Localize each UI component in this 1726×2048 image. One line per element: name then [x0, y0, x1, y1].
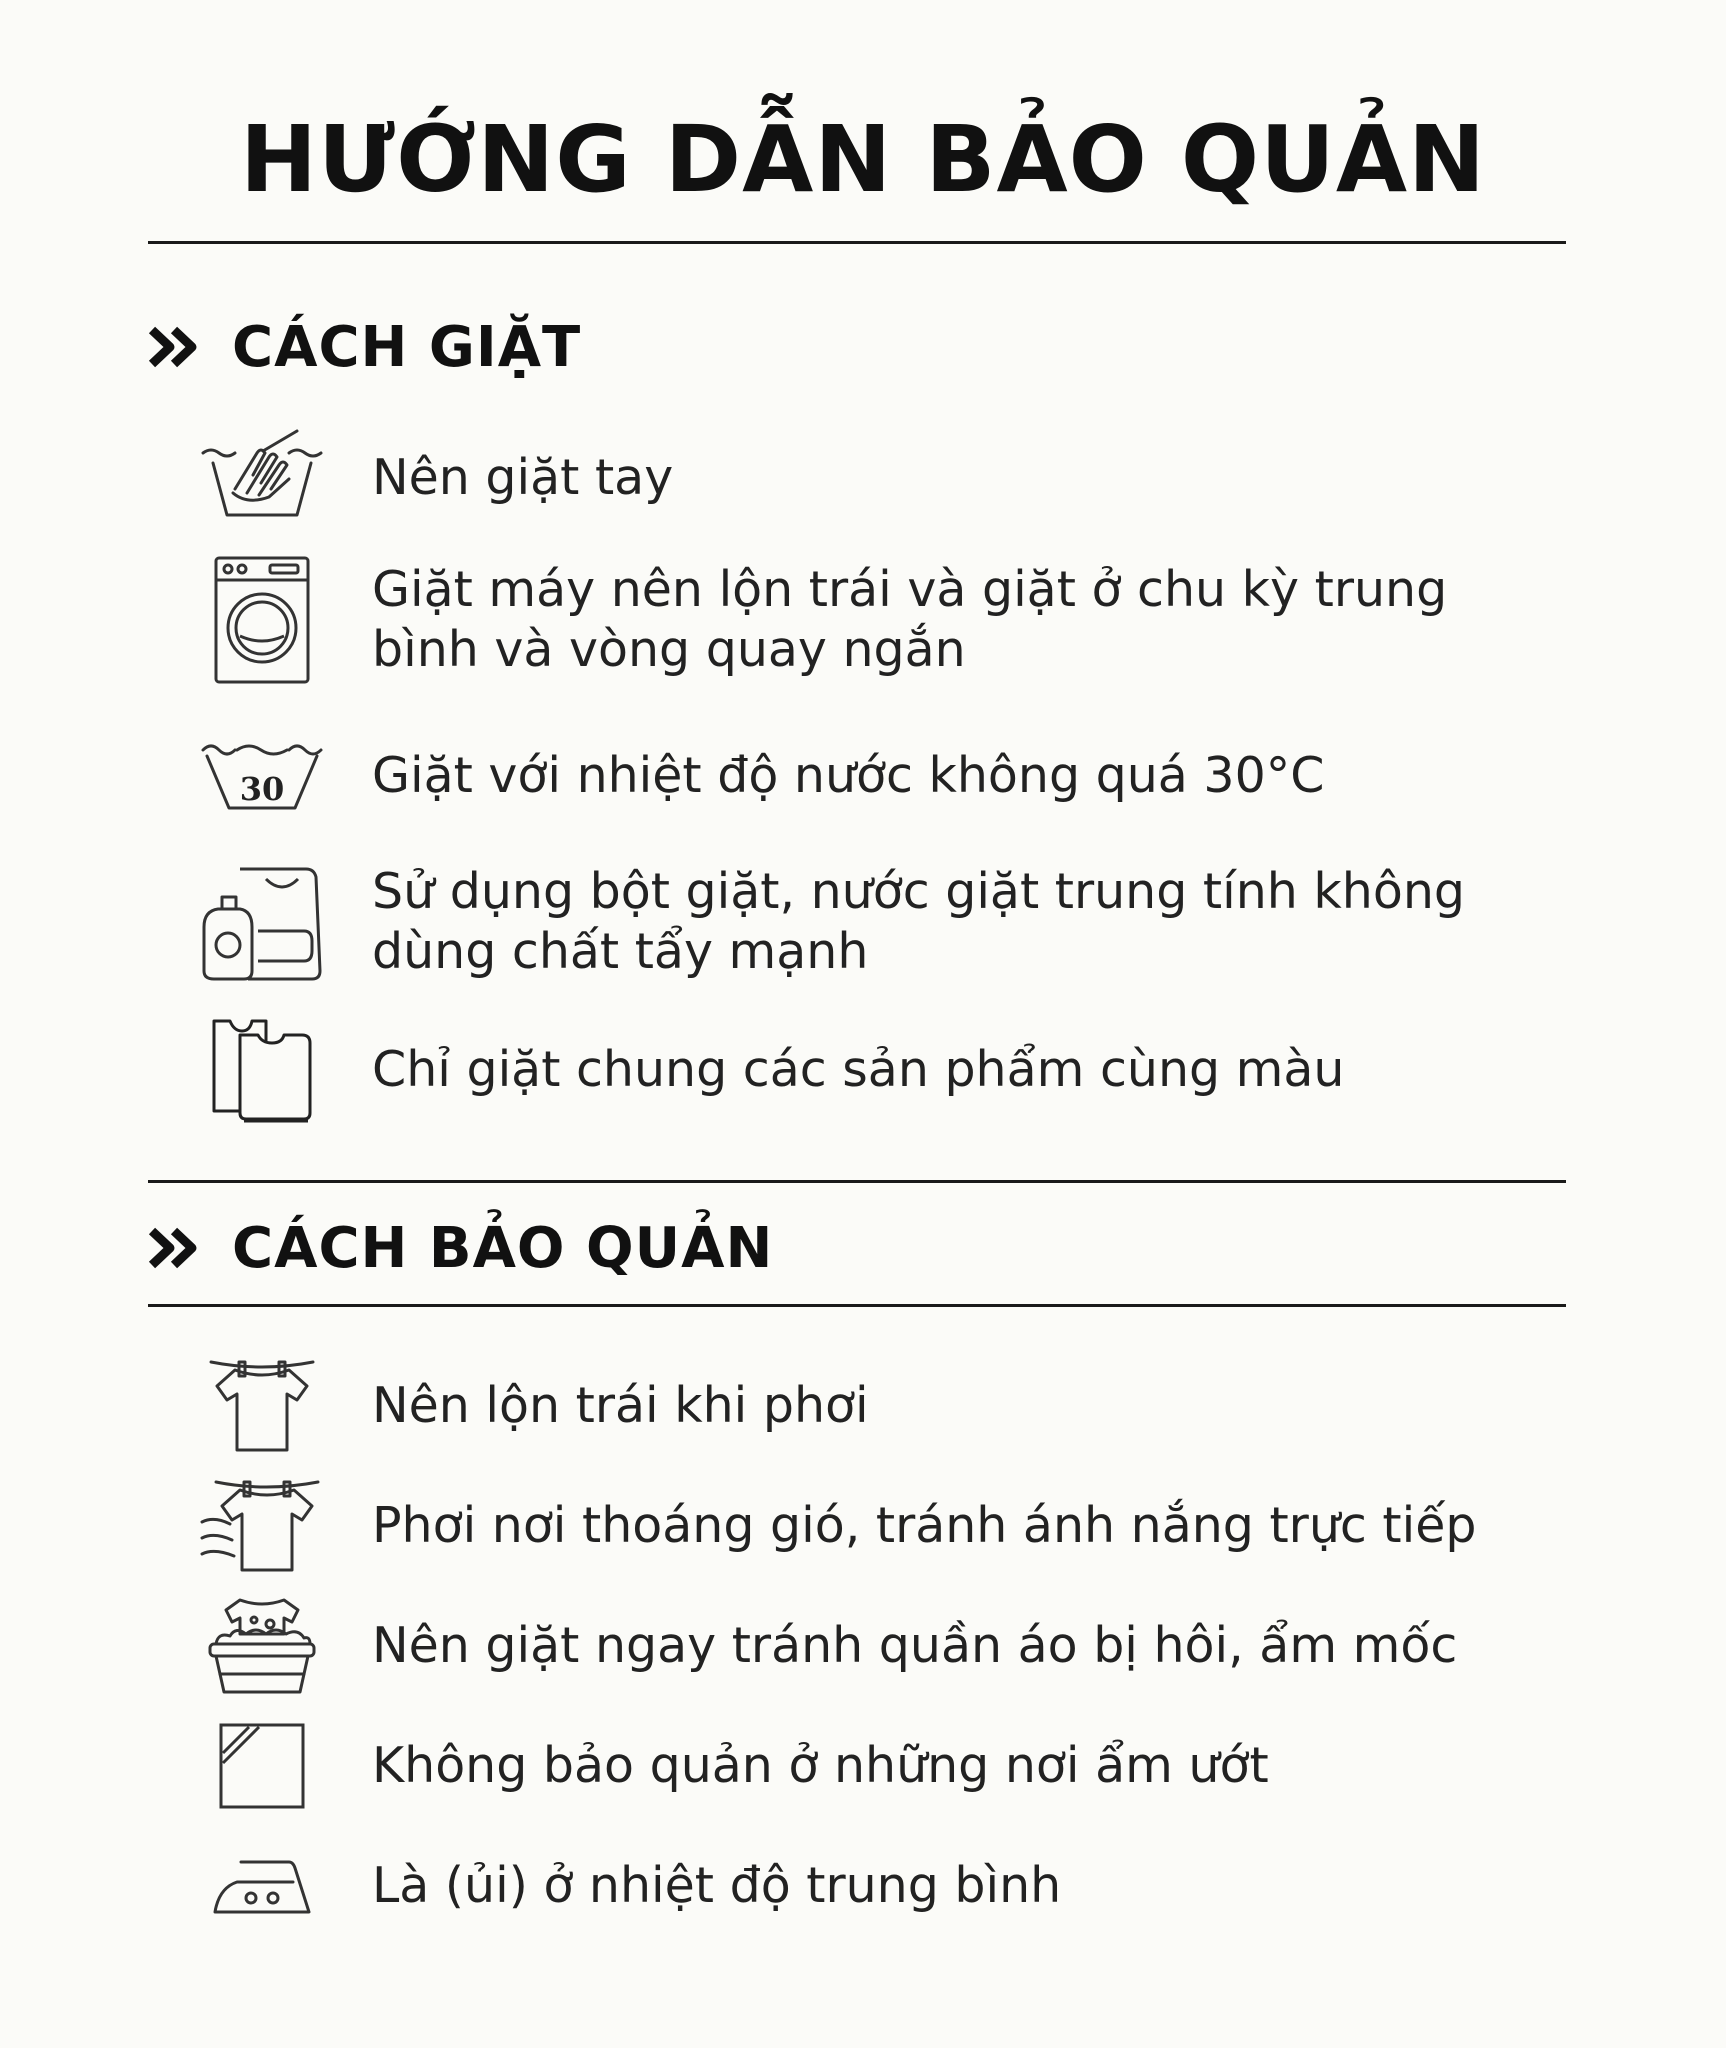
same-color-icon [206, 1017, 318, 1123]
list-item [188, 1010, 1512, 1130]
detergent-icon [200, 861, 324, 983]
item-text: Phơi nơi thoáng gió, tránh ánh nắng trực tiếp [372, 1497, 1477, 1554]
wash-30-icon [197, 736, 327, 816]
hang-dry-inside-out-icon [207, 1356, 317, 1456]
list-item [188, 1346, 1512, 1466]
item-text: Là (ủi) ở nhiệt độ trung bình [372, 1857, 1062, 1914]
list-item [188, 1826, 1512, 1946]
iron-medium-icon [211, 1854, 313, 1918]
list-item [188, 1466, 1512, 1586]
section-heading-washing [148, 307, 581, 387]
item-text: Nên giặt ngay tránh quần áo bị hôi, ẩm mốc [372, 1617, 1458, 1674]
item-text: Không bảo quản ở những nơi ẩm ướt [372, 1737, 1269, 1794]
list-item [188, 726, 1512, 826]
double-chevron-icon [148, 322, 200, 372]
section-title: CÁCH BẢO QUẢN [232, 1215, 774, 1281]
item-text: Nên lộn trái khi phơi [372, 1377, 869, 1434]
page-title: HƯỚNG DẪN BẢO QUẢN [239, 106, 1487, 213]
section-heading-care [148, 1208, 773, 1288]
wash-temp-label: 30 [239, 770, 285, 808]
wash-soon-icon [206, 1594, 318, 1698]
item-text: Sử dụng bột giặt, nước giặt trung tính không dùng chất tẩy mạnh [372, 863, 1465, 980]
no-damp-storage-icon [217, 1721, 307, 1811]
item-text: Giặt máy nên lộn trái và giặt ở chu kỳ trung bình và vòng quay ngắn [372, 561, 1448, 678]
list-item [188, 852, 1512, 992]
list-item [188, 550, 1512, 690]
section-title: CÁCH GIẶT [232, 314, 582, 380]
divider-care [148, 1304, 1566, 1307]
list-item [188, 1586, 1512, 1706]
double-chevron-icon [148, 1223, 200, 1273]
washing-machine-icon [212, 554, 312, 686]
divider-top [148, 241, 1566, 244]
list-item [188, 418, 1512, 538]
item-text: Chỉ giặt chung các sản phẩm cùng màu [372, 1041, 1345, 1098]
hand-wash-icon [197, 423, 327, 533]
item-text: Nên giặt tay [372, 449, 674, 506]
dry-ventilated-icon [200, 1476, 324, 1576]
list-item [188, 1706, 1512, 1826]
divider-section [148, 1180, 1566, 1183]
item-text: Giặt với nhiệt độ nước không quá 30°C [372, 747, 1325, 804]
